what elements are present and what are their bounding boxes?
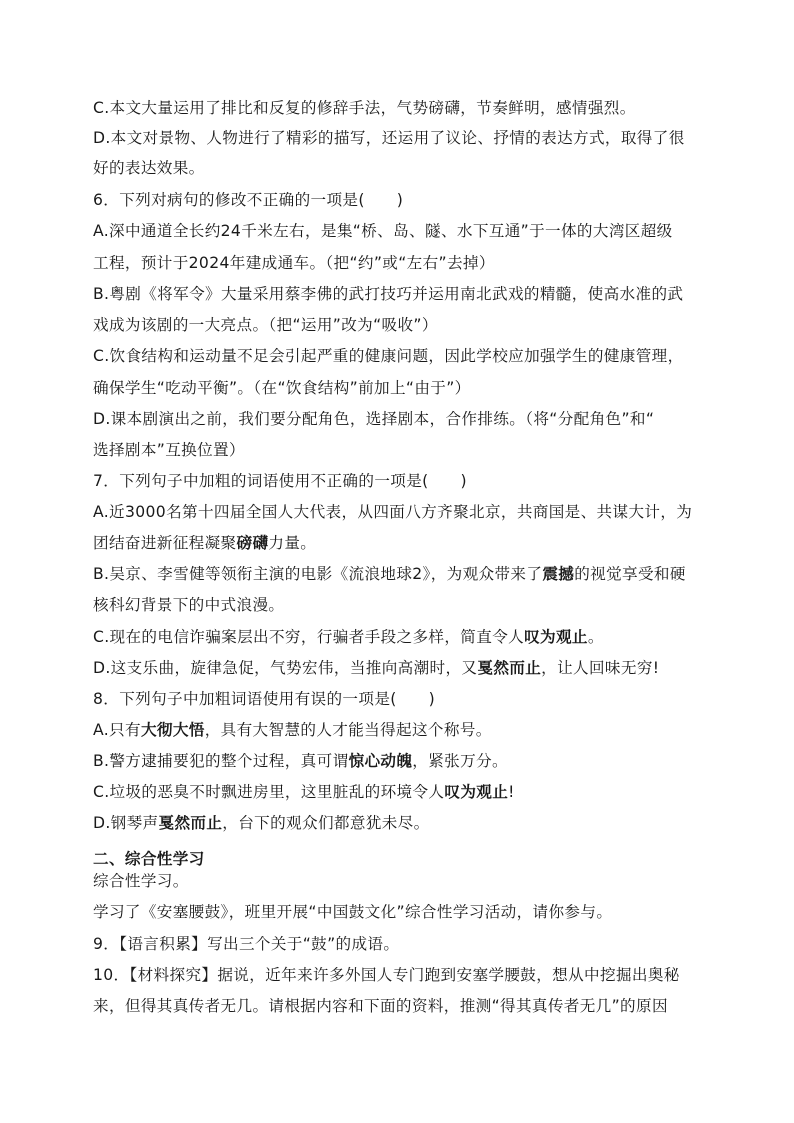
- option-6a: [93, 221, 705, 241]
- text: B.粤剧《将军令》大量采用蔡李佛的武打技巧并运用南北武戏的精髓，使高水准的武: [93, 285, 684, 303]
- bold-term: 磅礴: [236, 534, 269, 552]
- text: 9．【语言积累】写出三个关于“鼓”的成语。: [93, 935, 400, 953]
- option-6b-cont: [93, 315, 705, 335]
- section-heading: [93, 849, 705, 869]
- question-10: [93, 965, 705, 985]
- text: 确保学生“吃动平衡”。（在“饮食结构”前加上“由于”）: [93, 379, 471, 397]
- text: C.现在的电信诈骗案层出不穷，行骗者手段之多样，简直令人: [93, 628, 525, 646]
- text: 综合性学习。: [93, 872, 189, 890]
- text: 二、综合性学习: [93, 850, 205, 868]
- option-5d: [93, 128, 705, 148]
- text: C.垃圾的恶臭不时飘进房里，这里脏乱的环境令人: [93, 783, 445, 801]
- text: 学习了《安塞腰鼓》，班里开展“中国鼓文化”综合性学习活动，请你参与。: [93, 903, 613, 921]
- text: D.这支乐曲，旋律急促，气势宏伟，当推向高潮时，又: [93, 659, 478, 677]
- activity-intro: [93, 902, 705, 922]
- text: !: [508, 783, 515, 801]
- section-intro: [93, 871, 705, 891]
- text: 好的表达效果。: [93, 159, 205, 177]
- text: B.警方逮捕要犯的整个过程，真可谓: [93, 752, 349, 770]
- option-5d-cont: [93, 158, 705, 178]
- option-6d: [93, 409, 705, 429]
- bold-term: 大彻大悟: [140, 721, 205, 739]
- bold-term: 惊心动魄: [348, 752, 413, 770]
- text: 7．下列句子中加粗的词语使用不正确的一项是( ): [93, 472, 467, 490]
- bold-term: 震撼: [542, 565, 575, 583]
- option-7c: [93, 627, 705, 647]
- option-8a: [93, 720, 705, 740]
- text: 戏成为该剧的一大亮点。（把“运用”改为“吸收”）: [93, 316, 438, 334]
- text: D.钢琴声: [93, 814, 159, 832]
- text: C.饮食结构和运动量不足会引起严重的健康问题，因此学校应加强学生的健康管理，: [93, 347, 684, 365]
- option-6a-cont: [93, 253, 705, 273]
- option-6c-cont: [93, 378, 705, 398]
- text: ，台下的观众们都意犹未尽。: [222, 814, 430, 832]
- text: 核科幻背景下的中式浪漫。: [93, 596, 285, 614]
- text: 来，但得其真传者无几。请根据内容和下面的资料，推测“得其真传者无几”的原因: [93, 997, 668, 1015]
- text: 。: [587, 628, 604, 646]
- question-6: [93, 190, 705, 210]
- bold-term: 戛然而止: [477, 659, 542, 677]
- bold-term: 叹为观止: [444, 783, 509, 801]
- option-7b: [93, 564, 705, 584]
- option-8b: [93, 751, 705, 771]
- option-6c: [93, 346, 705, 366]
- text: 的视觉享受和硬: [574, 565, 686, 583]
- question-8: [93, 689, 705, 709]
- text: A.深中通道全长约24千米左右，是集“桥、岛、隧、水下互通”于一体的大湾区超级: [93, 222, 673, 240]
- question-9: [93, 934, 705, 954]
- option-7b-cont: [93, 595, 705, 615]
- text: D.本文对景物、人物进行了精彩的描写，还运用了议论、抒情的表达方式，取得了很: [93, 129, 685, 147]
- option-5c: [93, 98, 705, 118]
- text: 工程，预计于2024年建成通车。（把“约”或“左右”去掉）: [93, 254, 495, 272]
- text: 力量。: [268, 534, 317, 552]
- option-6b: [93, 284, 705, 304]
- text: 团结奋进新征程凝聚: [93, 534, 237, 552]
- option-8d: [93, 813, 705, 833]
- option-7d: [93, 658, 705, 678]
- text: 8．下列句子中加粗词语使用有误的一项是( ): [93, 690, 436, 708]
- text: 6．下列对病句的修改不正确的一项是( ): [93, 191, 404, 209]
- question-7: [93, 471, 705, 491]
- text: 选择剧本”互换位置）: [93, 441, 245, 459]
- bold-term: 叹为观止: [524, 628, 588, 646]
- option-8c: [93, 782, 705, 802]
- text: 10．【材料探究】据说，近年来许多外国人专门跑到安塞学腰鼓，想从中挖掘出奥秘: [93, 966, 680, 984]
- text: D.课本剧演出之前，我们要分配角色，选择剧本，合作排练。（将“分配角色”和“: [93, 410, 655, 428]
- bold-term: 戛然而止: [158, 814, 223, 832]
- option-7a: [93, 502, 705, 522]
- text: C.本文大量运用了排比和反复的修辞手法，气势磅礴，节奏鲜明，感情强烈。: [93, 99, 636, 117]
- text: B.吴京、李雪健等领衔主演的电影《流浪地球2》，为观众带来了: [93, 565, 543, 583]
- text: A.只有: [93, 721, 141, 739]
- option-6d-cont: [93, 440, 705, 460]
- text: ，紧张万分。: [412, 752, 508, 770]
- text: A.近3000名第十四届全国人大代表，从四面八方齐聚北京，共商国是、共谋大计，为: [93, 503, 693, 521]
- text: ，具有大智慧的人才能当得起这个称号。: [204, 721, 492, 739]
- question-10-cont: [93, 996, 705, 1016]
- text: ，让人回味无穷!: [541, 659, 660, 677]
- option-7a-cont: [93, 533, 705, 553]
